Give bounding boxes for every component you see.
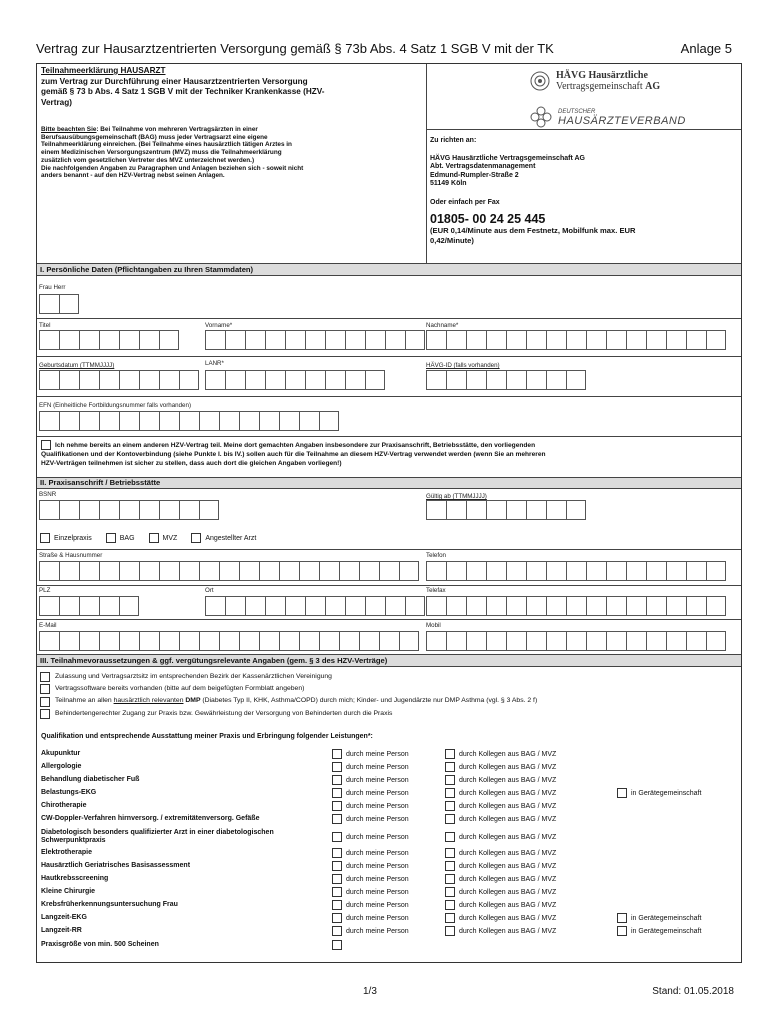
person-label: durch meine Person [346, 914, 409, 922]
person-checkbox[interactable] [332, 926, 342, 936]
option-person [332, 913, 409, 923]
haevg-id-label: HÄVG-ID (falls vorhanden) [426, 362, 500, 369]
kollegen-label: durch Kollegen aus BAG / MVZ [459, 914, 557, 922]
option-person [332, 900, 409, 910]
kollegen-label: durch Kollegen aus BAG / MVZ [459, 750, 557, 758]
geraete-checkbox[interactable] [617, 788, 627, 798]
titel-label: Titel [39, 322, 51, 329]
haevg-logo-ag: AG [645, 81, 661, 92]
einzelpraxis-checkbox[interactable] [40, 533, 50, 543]
person-checkbox[interactable] [332, 900, 342, 910]
other-contract-line-1: Ich nehme bereits an einem anderen HZV-Vertrag teil. Meine dort gemachten Angaben insbesondere zur Praxisanschrift, Betriebsstätte, den vorliegenden [55, 441, 536, 449]
person-label: durch meine Person [346, 862, 409, 870]
address-line-2: Abt. Vertragsdatenmanagement [430, 163, 536, 170]
haevg-logo-line-2: Vertragsgemeinschaft [556, 81, 643, 92]
page-number: 1/3 [363, 986, 377, 997]
geraete-label: in Gerätegemeinschaft [631, 914, 702, 922]
kollegen-label: durch Kollegen aus BAG / MVZ [459, 862, 557, 870]
option-person [332, 926, 409, 936]
req-4-label: Behindertengerechter Zugang zur Praxis bzw. Gewährleistung der Versorgung von Behinderten durch die Praxis [55, 709, 393, 717]
kollegen-checkbox[interactable] [445, 926, 455, 936]
note-line-5: zusätzlich vom gesetzlichen Vertreter des MVZ unterzeichnet werden.) [41, 156, 255, 164]
person-checkbox[interactable] [332, 940, 342, 950]
kollegen-label: durch Kollegen aus BAG / MVZ [459, 875, 557, 883]
telefax-field[interactable] [426, 596, 726, 616]
kollegen-checkbox[interactable] [445, 887, 455, 897]
address-line-4: 51149 Köln [430, 180, 467, 187]
person-label: durch meine Person [346, 789, 409, 797]
option-kollegen [445, 900, 556, 910]
kollegen-checkbox[interactable] [445, 775, 455, 785]
gueltig-field[interactable] [426, 500, 586, 520]
geburtsdatum-field[interactable] [39, 370, 199, 390]
fax-label: Oder einfach per Fax [430, 198, 500, 206]
option-person [332, 801, 409, 811]
vorname-field[interactable] [205, 330, 425, 350]
form-subtitle-3: Vertrag) [41, 97, 72, 107]
option-person [332, 940, 342, 950]
qualification-name: Behandlung diabetischer Fuß [41, 776, 140, 783]
other-contract-line-3: HZV-Verträgen teilnehmen ist sicher zu stellen, dass auch dort die gleichen Angaben vorliegen!) [41, 460, 342, 467]
plz-label: PLZ [39, 587, 51, 594]
haevg-logo-line-1: HÄVG Hausärztliche [556, 70, 648, 81]
address-block [430, 137, 636, 245]
req-3-text-b: hausärztlich relevanten [113, 697, 184, 705]
option-kollegen [445, 749, 556, 759]
person-label: durch meine Person [346, 849, 409, 857]
form-date: Stand: 01.05.2018 [652, 986, 734, 997]
email-label: E-Mail [39, 622, 57, 629]
row-rule [37, 436, 741, 437]
other-contract-checkbox[interactable] [41, 440, 51, 450]
nachname-field[interactable] [426, 330, 726, 350]
haevg-emblem-icon [530, 71, 550, 91]
practice-type-options [40, 533, 256, 543]
kollegen-label: durch Kollegen aus BAG / MVZ [459, 833, 557, 841]
geraete-checkbox[interactable] [617, 926, 627, 936]
salutation-label: Frau Herr [39, 284, 66, 291]
kollegen-checkbox[interactable] [445, 861, 455, 871]
other-contract-block [41, 440, 741, 468]
person-checkbox[interactable] [332, 861, 342, 871]
person-label: durch meine Person [346, 833, 409, 841]
kollegen-label: durch Kollegen aus BAG / MVZ [459, 901, 557, 909]
person-label: durch meine Person [346, 901, 409, 909]
fax-note-2: 0,42/Minute) [430, 235, 474, 245]
bag-label: BAG [119, 534, 135, 542]
option-kollegen [445, 775, 556, 785]
lanr-label: LANR* [205, 360, 224, 367]
intro-block [41, 66, 411, 108]
mobil-label: Mobil [426, 622, 441, 629]
qualification-name: Krebsfrüherkennungsuntersuchung Frau [41, 901, 178, 908]
kollegen-label: durch Kollegen aus BAG / MVZ [459, 849, 557, 857]
mvz-label: MVZ [162, 534, 178, 542]
kollegen-label: durch Kollegen aus BAG / MVZ [459, 802, 557, 810]
req-3-label [55, 695, 537, 707]
note-line-4: einem Medizinischen Versorgungszentrum (MVZ) muss die Teilnahmeerklärung [41, 149, 282, 157]
annex-label: Anlage 5 [680, 41, 732, 56]
person-checkbox[interactable] [332, 775, 342, 785]
req-4-checkbox[interactable] [40, 709, 50, 719]
efn-label: EFN (Einheitliche Fortbildungsnummer falls vorhanden) [39, 402, 192, 409]
qualification-name: Allergologie [41, 763, 82, 770]
option-person [332, 861, 409, 871]
fax-number: 01805- 00 24 25 445 [430, 212, 546, 226]
angestellt-label: Angestellter Arzt [205, 534, 257, 542]
option-geraetegemeinschaft [617, 788, 701, 798]
address-top-rule [426, 129, 741, 130]
row-rule [37, 396, 741, 397]
kollegen-label: durch Kollegen aus BAG / MVZ [459, 789, 557, 797]
person-label: durch meine Person [346, 888, 409, 896]
kollegen-label: durch Kollegen aus BAG / MVZ [459, 927, 557, 935]
kollegen-checkbox[interactable] [445, 832, 455, 842]
person-checkbox[interactable] [332, 749, 342, 759]
option-kollegen [445, 788, 556, 798]
row-rule [37, 585, 741, 586]
req-1-label: Zulassung und Vertragsarztsitz im entsprechenden Bezirk der Kassenärztlichen Vereinigung [55, 673, 332, 680]
intro-divider [426, 64, 427, 263]
kollegen-label: durch Kollegen aus BAG / MVZ [459, 776, 557, 784]
qualification-name: Elektrotherapie [41, 849, 92, 856]
fax-note-1: (EUR 0,14/Minute aus dem Festnetz, Mobilfunk max. EUR [430, 226, 636, 235]
qualification-name: Kleine Chirurgie [41, 888, 96, 895]
person-checkbox[interactable] [332, 848, 342, 858]
qualification-name: Langzeit-RR [41, 927, 82, 934]
plz-field[interactable] [39, 596, 139, 616]
lanr-field[interactable] [205, 370, 385, 390]
efn-field[interactable] [39, 411, 339, 431]
option-person [332, 874, 409, 884]
option-person [332, 749, 409, 759]
dhv-logo-big: HAUSÄRZTEVERBAND [558, 115, 686, 127]
address-label: Zu richten an: [430, 137, 477, 144]
person-label: durch meine Person [346, 776, 409, 784]
option-kollegen [445, 926, 556, 936]
note-line-6: Die nachfolgenden Angaben zu Paragraphen und Anlagen beziehen sich - soweit nicht [41, 164, 304, 172]
qualification-name: Hautkrebsscreening [41, 875, 109, 882]
intro-note [41, 126, 413, 180]
option-person [332, 762, 409, 772]
option-kollegen [445, 913, 556, 923]
person-label: durch meine Person [346, 763, 409, 771]
option-geraetegemeinschaft [617, 913, 701, 923]
row-rule [37, 318, 741, 319]
ort-label: Ort [205, 587, 214, 594]
gueltig-label: Gültig ab (TTMMJJJJ) [426, 493, 487, 500]
kollegen-checkbox[interactable] [445, 913, 455, 923]
document-header-title: Vertrag zur Hausarztzentrierten Versorgung gemäß § 73b Abs. 4 Satz 1 SGB V mit der TK [36, 41, 554, 56]
option-person [332, 832, 409, 842]
haevg-logo [530, 70, 660, 92]
form-title: Teilnahmeerklärung HAUSARZT [41, 66, 166, 75]
option-person [332, 775, 409, 785]
row-rule [37, 619, 741, 620]
mobil-field[interactable] [426, 631, 726, 651]
req-3-checkbox[interactable] [40, 697, 50, 707]
titel-field[interactable] [39, 330, 179, 350]
requirements-list [40, 671, 537, 720]
option-person [332, 887, 409, 897]
bsnr-label: BSNR [39, 491, 57, 498]
strasse-label: Straße & Hausnummer [39, 552, 103, 559]
option-person [332, 788, 409, 798]
dhv-logo-small: DEUTSCHER [558, 109, 596, 115]
salutation-boxes[interactable] [39, 294, 79, 314]
person-checkbox[interactable] [332, 801, 342, 811]
person-checkbox[interactable] [332, 814, 342, 824]
geraete-label: in Gerätegemeinschaft [631, 789, 702, 797]
vorname-label: Vorname* [205, 322, 233, 329]
kollegen-checkbox[interactable] [445, 848, 455, 858]
email-field[interactable] [39, 631, 419, 651]
option-kollegen [445, 887, 556, 897]
kollegen-label: durch Kollegen aus BAG / MVZ [459, 763, 557, 771]
haevg-id-field[interactable] [426, 370, 586, 390]
note-line-2: Berufsausübungsgemeinschaft (BAG) muss jeder Vertragsarzt eine eigene [41, 133, 268, 141]
strasse-field[interactable] [39, 561, 419, 581]
kollegen-checkbox[interactable] [445, 900, 455, 910]
req-3-text-c: DMP [183, 697, 201, 705]
address-line-3: Edmund-Rumpler-Straße 2 [430, 171, 519, 179]
telefax-label: Telefax [426, 587, 446, 594]
req-3-text-d: (Diabetes Typ II, KHK, Asthma/COPD) durch mich; Kinder- und Jugendärzte nur DMP Asthma (vgl. § 3 Abs. 2 f) [200, 697, 538, 705]
kollegen-checkbox[interactable] [445, 874, 455, 884]
mvz-checkbox[interactable] [149, 533, 159, 543]
row-rule [37, 549, 741, 550]
geraete-checkbox[interactable] [617, 913, 627, 923]
option-kollegen [445, 762, 556, 772]
telefon-label: Telefon [426, 552, 446, 559]
person-checkbox[interactable] [332, 887, 342, 897]
qualification-name: Diabetologisch besonders qualifizierter Arzt in einer diabetologischen Schwerpunktpraxis [41, 829, 274, 844]
note-lead: Bitte beachten Sie [41, 126, 97, 133]
qualification-name: Langzeit-EKG [41, 914, 87, 921]
option-geraetegemeinschaft [617, 926, 701, 936]
form-subtitle-1: zum Vertrag zur Durchführung einer Hausarztzentrierten Versorgung [41, 76, 308, 86]
section-2-heading: II. Praxisanschrift / Betriebsstätte [37, 477, 741, 489]
option-kollegen [445, 874, 556, 884]
person-checkbox[interactable] [332, 874, 342, 884]
angestellt-checkbox[interactable] [191, 533, 201, 543]
address-line-1: HÄVG Hausärztliche Vertragsgemeinschaft AG [430, 154, 585, 162]
nachname-label: Nachname* [426, 322, 459, 329]
req-1-checkbox[interactable] [40, 672, 50, 682]
geburtsdatum-label: Geburtsdatum (TTMMJJJJ) [39, 362, 115, 369]
geraete-label: in Gerätegemeinschaft [631, 927, 702, 935]
note-line-1: : Bei Teilnahme von mehreren Vertragsärzten in einer [96, 126, 258, 133]
kollegen-checkbox[interactable] [445, 762, 455, 772]
note-line-3: Teilnahmeerklärung einreichen. (Bei Teilnahme eines hausärztlich tätigen Arztes in [41, 141, 292, 149]
qualification-name: Hausärztlich Geriatrisches Basisassessment [41, 862, 191, 869]
qualification-heading: Qualifikation und entsprechende Ausstattung meiner Praxis und Erbringung folgender Leistungen*: [41, 733, 373, 740]
bag-checkbox[interactable] [106, 533, 116, 543]
qualification-name: Belastungs-EKG [41, 789, 97, 796]
participation-form [36, 63, 742, 963]
option-kollegen [445, 861, 556, 871]
option-person [332, 814, 409, 824]
qualification-name: CW-Doppler-Verfahren hirnversorg. / extremitätenversorg. Gefäße [41, 815, 260, 822]
other-contract-line-2: Qualifikationen und der Kontoverbindung (siehe Punkte I. bis IV.) sollen auch für die Teilnahme an diesem HZV-Vertrag verwendet werden (wenn Sie an mehreren [41, 451, 546, 458]
dhv-flower-icon [530, 106, 552, 128]
person-label: durch meine Person [346, 815, 409, 823]
qualification-name: Chirotherapie [41, 802, 87, 809]
req-2-checkbox[interactable] [40, 684, 50, 694]
option-kollegen [445, 832, 556, 842]
option-kollegen [445, 848, 556, 858]
qualification-name: Praxisgröße von min. 500 Scheinen [41, 941, 159, 948]
req-2-label: Vertragssoftware bereits vorhanden (bitte auf dem beigefügten Formblatt angeben) [55, 685, 305, 693]
dhv-logo [530, 106, 686, 128]
person-checkbox[interactable] [332, 832, 342, 842]
option-person [332, 848, 409, 858]
person-checkbox[interactable] [332, 913, 342, 923]
person-checkbox[interactable] [332, 762, 342, 772]
section-1-heading: I. Persönliche Daten (Pflichtangaben zu Ihren Stammdaten) [37, 263, 741, 276]
person-checkbox[interactable] [332, 788, 342, 798]
note-line-7: anders benannt - auf den HZV-Vertrag nebst seinen Anlagen. [41, 172, 225, 180]
kollegen-checkbox[interactable] [445, 814, 455, 824]
kollegen-checkbox[interactable] [445, 788, 455, 798]
person-label: durch meine Person [346, 927, 409, 935]
kollegen-label: durch Kollegen aus BAG / MVZ [459, 888, 557, 896]
person-label: durch meine Person [346, 802, 409, 810]
option-kollegen [445, 801, 556, 811]
req-3-text-a: Teilnahme an allen [55, 697, 114, 705]
ort-field[interactable] [205, 596, 425, 616]
person-label: durch meine Person [346, 750, 409, 758]
qualification-name: Akupunktur [41, 750, 81, 757]
einzelpraxis-label: Einzelpraxis [54, 534, 92, 542]
telefon-field[interactable] [426, 561, 726, 581]
kollegen-checkbox[interactable] [445, 801, 455, 811]
form-subtitle-2: gemäß § 73 b Abs. 4 Satz 1 SGB V mit der Techniker Krankenkasse (HZV- [41, 87, 325, 96]
option-kollegen [445, 814, 556, 824]
bsnr-field[interactable] [39, 500, 219, 520]
kollegen-label: durch Kollegen aus BAG / MVZ [459, 815, 557, 823]
kollegen-checkbox[interactable] [445, 749, 455, 759]
row-rule [37, 356, 741, 357]
section-3-heading: III. Teilnahmevoraussetzungen & ggf. vergütungsrelevante Angaben (gem. § 3 des HZV-Verträge) [37, 654, 741, 667]
person-label: durch meine Person [346, 875, 409, 883]
